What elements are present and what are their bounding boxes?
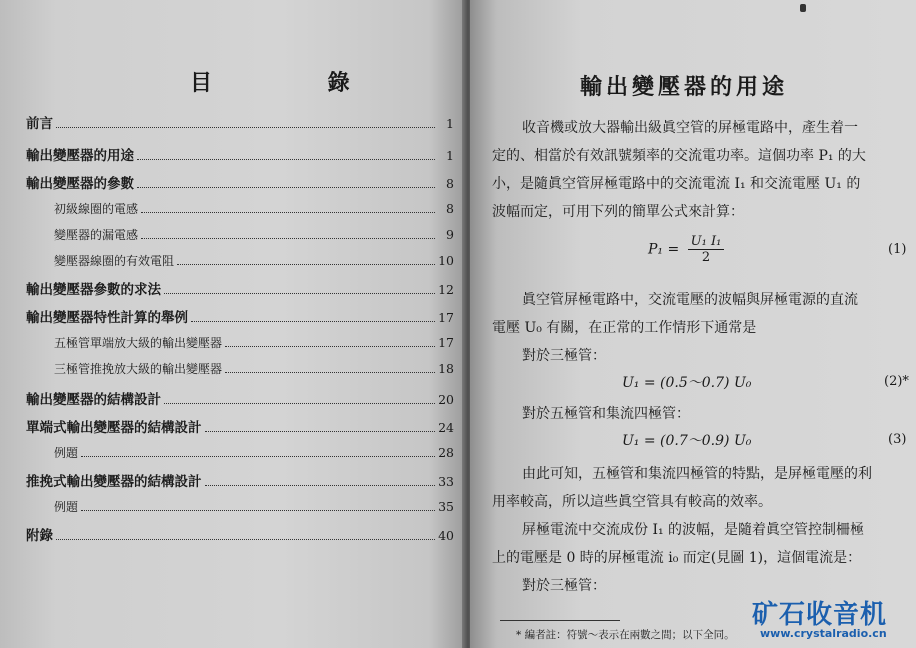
toc-entry-label: 輸出變壓器特性計算的舉例 [26,310,188,326]
footnote-rule [500,620,620,621]
toc-entry-page: 35 [438,499,454,514]
toc-leader-dots [56,531,435,540]
toc-leader-dots [205,423,436,432]
toc-entry-page: 17 [438,335,454,350]
toc-entry [54,334,454,351]
toc-entry [26,144,454,164]
article-line: 收音機或放大器輸出級眞空管的屏極電路中，產生着一 [522,120,858,136]
equation-3: U₁ = (0.7～0.9) U₀ [622,433,752,449]
toc-leader-dots [225,338,435,347]
article-line: 用率較高，所以這些眞空管具有較高的效率。 [492,494,772,510]
toc-entry-label: 單端式輸出變壓器的結構設計 [26,420,202,436]
article-line: 對於五極管和集流四極管： [522,406,690,422]
toc-leader-dots [141,204,435,213]
watermark-url: www.crystalradio.cn [760,627,887,640]
equation-3-number: (3) [888,432,907,447]
toc-entry-label: 推挽式輸出變壓器的結構設計 [26,474,202,490]
article-line: 對於三極管： [522,578,606,594]
toc-entry-page: 18 [438,361,454,376]
article-title: 輸出變壓器的用途 [580,75,789,100]
toc-entry-label: 附錄 [26,528,53,544]
article-line: 由此可知，五極管和集流四極管的特點，是屏極電壓的利 [522,466,872,482]
toc-entry-page: 8 [446,201,454,216]
toc-leader-dots [164,395,435,404]
toc-leader-dots [81,502,435,511]
toc-entry-page: 28 [438,445,454,460]
equation-1-numerator: U₁ I₁ [688,234,725,250]
toc-entry [26,416,454,436]
toc-entry-label: 輸出變壓器參數的求法 [26,282,161,298]
equation-1-denominator: 2 [701,250,711,265]
toc-entry-label: 變壓器線圈的有效電阻 [54,254,175,268]
toc-entry-page: 1 [446,148,454,163]
article-line: 小，是隨眞空管屏極電路中的交流電流 I₁ 和交流電壓 U₁ 的 [492,176,861,192]
equation-1-fraction [688,234,725,265]
footnote: * 編者註：符號～表示在兩數之間；以下全同。 [516,629,735,641]
article-line: 電壓 U₀ 有關，在正常的工作情形下通常是 [492,320,757,336]
toc-entry [26,278,454,298]
toc-entry-page: 17 [438,310,454,325]
toc-leader-dots [164,285,435,294]
toc-entry-page: 24 [438,420,454,435]
equation-1-lhs: P₁ = [648,241,680,258]
toc-leader-dots [137,179,435,188]
watermark-logo-text: 矿石收音机 [752,600,888,630]
article-line: 上的電壓是 0 時的屏極電流 i₀ 而定(見圖 1)，這個電流是： [492,550,862,566]
toc-entry [26,112,454,132]
toc-leader-dots [141,230,435,239]
toc-entry [54,360,454,377]
article-line: 定的、相當於有效訊號頻率的交流電功率。這個功率 P₁ 的大 [492,148,866,164]
toc-entry-label: 五極管單端放大級的輸出變壓器 [54,336,223,350]
toc-entry-label: 例題 [54,500,79,514]
equation-2-number: (2)* [884,374,909,389]
page-mark [800,4,806,12]
toc-entry-label: 變壓器的漏電感 [54,228,139,242]
toc-entry-label: 輸出變壓器的結構設計 [26,392,161,408]
toc-entry [26,172,454,192]
toc-leader-dots [205,477,436,486]
toc-entry-label: 三極管推挽放大級的輸出變壓器 [54,362,223,376]
toc-entry-label: 初級線圈的電感 [54,202,139,216]
toc-leader-dots [191,313,435,322]
toc-entry-page: 1 [446,116,454,131]
article-line: 眞空管屏極電路中，交流電壓的波幅與屏極電源的直流 [522,292,858,308]
toc-entry-page: 9 [446,227,454,242]
toc-leader-dots [137,151,435,160]
toc-title: 目 錄 [190,71,404,96]
toc-entry-page: 40 [438,528,454,543]
toc-entry [54,252,454,269]
toc-entry [26,388,454,408]
toc-entry-page: 12 [438,282,454,297]
toc-entry-page: 10 [438,253,454,268]
toc-entry [26,470,454,490]
equation-1 [648,234,724,265]
toc-entry-label: 例題 [54,446,79,460]
toc-leader-dots [225,364,435,373]
equation-1-number: (1) [888,242,907,257]
toc-leader-dots [177,256,435,265]
toc-entry [54,200,454,217]
toc-entry [26,524,454,544]
article-line: 對於三極管： [522,348,606,364]
toc-entry-label: 輸出變壓器的參數 [26,176,134,192]
toc-entry-page: 33 [438,474,454,489]
article-line: 波幅而定，可用下列的簡單公式來計算： [492,204,744,220]
toc-entry [54,226,454,243]
article-line: 屏極電流中交流成份 I₁ 的波幅，是隨着眞空管控制柵極 [522,522,865,538]
toc-entry [54,498,454,515]
toc-leader-dots [56,119,435,128]
toc-entry-page: 8 [446,176,454,191]
toc-entry-label: 前言 [26,116,53,132]
toc-entry [26,306,454,326]
toc-entry [54,444,454,461]
equation-2: U₁ = (0.5～0.7) U₀ [622,375,752,391]
toc-entry-label: 輸出變壓器的用途 [26,148,134,164]
toc-entry-page: 20 [438,392,454,407]
toc-leader-dots [81,448,435,457]
